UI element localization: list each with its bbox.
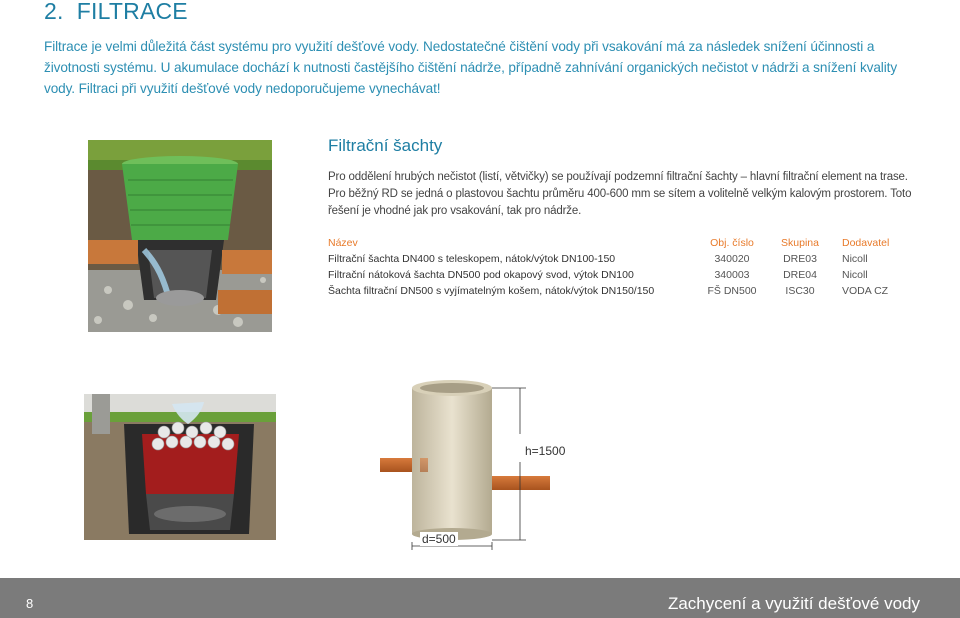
cell-order-number: FŠ DN500 [707, 285, 757, 297]
intro-paragraph: Filtrace je velmi důležitá část systému pro využití dešťové vody. Nedostatečné čištění vody při vsakování má za následek snížení účinnosti a životnosti systému. U akumulace dochází k nutnosti častějšího čištění nádrže, případně zahnívání organických nečistot v nádrži a snížení kvality vody. Filtraci při využití dešťové vody nedoporučujeme vynechávat! [44, 39, 898, 96]
filter-shaft-illustration [88, 140, 272, 332]
table-header-row [328, 235, 912, 251]
table-row [328, 251, 912, 267]
cell-supplier: Nicoll [842, 269, 868, 281]
cell-name: Filtrační šachta DN400 s teleskopem, nátok/výtok DN100-150 [328, 253, 616, 265]
cell-order-number: 340003 [714, 269, 750, 281]
shaft-dimension-diagram [380, 376, 580, 556]
diameter-label: d=500 [422, 532, 456, 546]
cell-name: Šachta filtrační DN500 s vyjímatelným košem, nátok/výtok DN150/150 [328, 285, 655, 297]
infiltration-shaft-illustration [84, 394, 276, 540]
table-row [328, 283, 912, 299]
cell-name: Filtrační nátoková šachta DN500 pod okapový svod, výtok DN100 [328, 269, 634, 281]
col-header-supplier: Dodavatel [842, 237, 890, 249]
cell-order-number: 340020 [714, 253, 750, 265]
products-table [328, 235, 912, 299]
cell-group: DRE03 [783, 253, 817, 265]
cell-group: DRE04 [783, 269, 817, 281]
page-number: 8 [26, 596, 34, 611]
page-title: 2. FILTRACE [44, 0, 188, 24]
cell-supplier: VODA CZ [842, 285, 889, 297]
footer-title: Zachycení a využití dešťové vody [667, 594, 920, 613]
section-description: Pro oddělení hrubých nečistot (listí, větvičky) se používají podzemní filtrační šachty – hlavní filtrační element na trase. Pro běžný RD se jedná o plastovou šachtu průměru 400-600 mm se sítem a volitelně velkým kalovým prostorem. Toto řešení je vhodné jak pro vsakování, tak pro nádrže. [328, 171, 912, 217]
col-header-group: Skupina [781, 237, 819, 249]
cell-group: ISC30 [785, 285, 815, 297]
height-label: h=1500 [525, 444, 566, 458]
section-title: Filtrační šachty [328, 136, 443, 155]
cell-supplier: Nicoll [842, 253, 868, 265]
col-header-order-number: Obj. číslo [710, 237, 754, 249]
col-header-name: Název [328, 237, 358, 249]
table-row [328, 267, 912, 283]
